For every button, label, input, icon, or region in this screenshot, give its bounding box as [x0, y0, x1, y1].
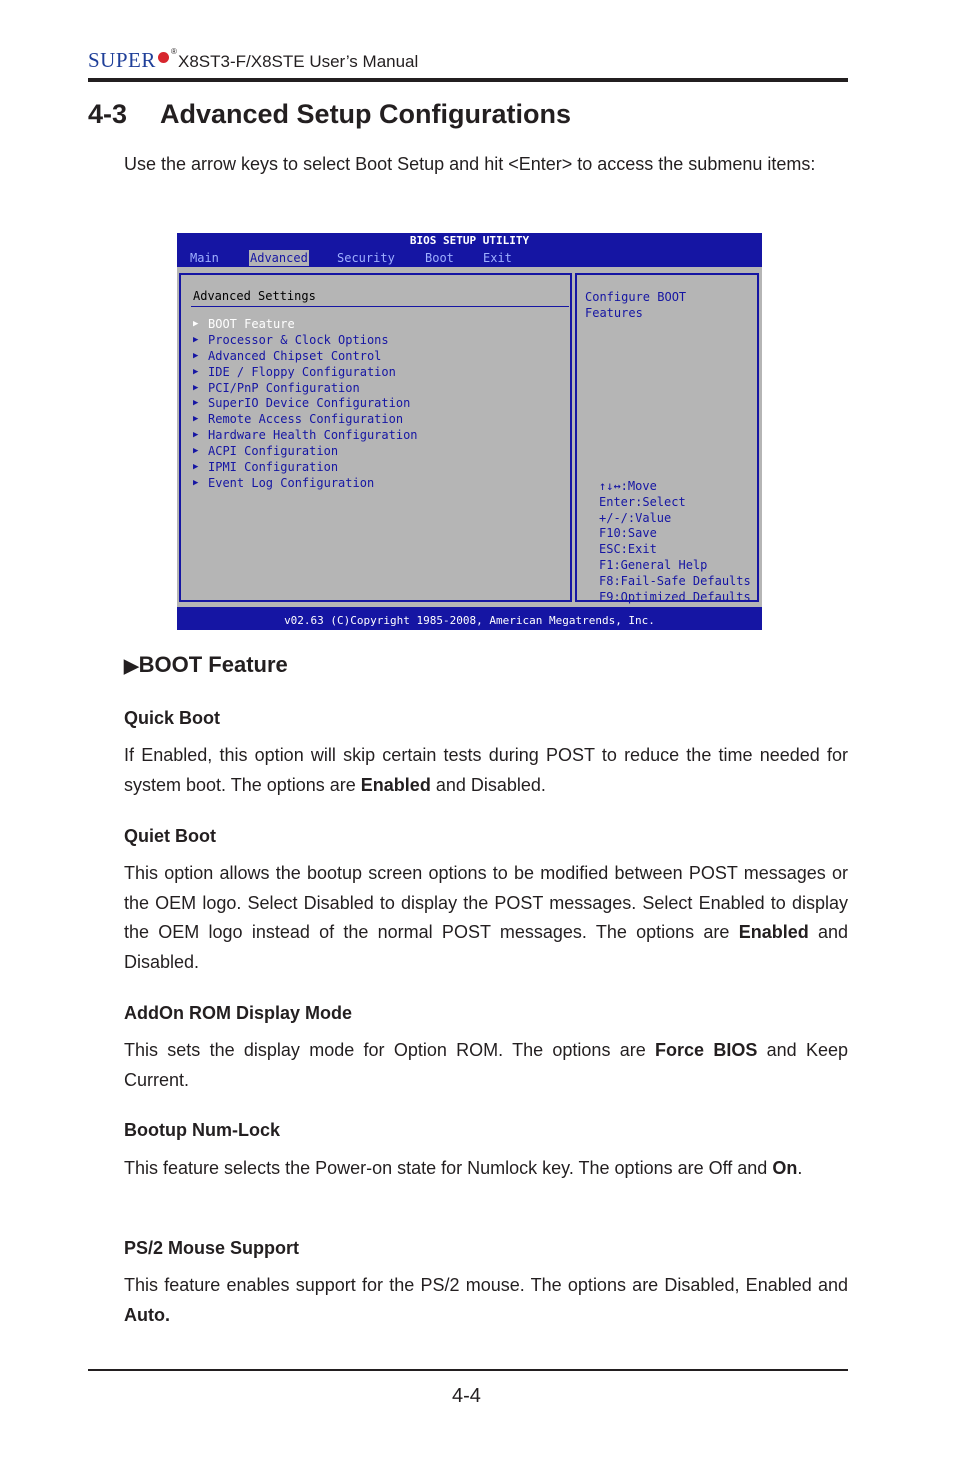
desc-text: . [797, 1158, 803, 1178]
page-header [88, 44, 848, 78]
triangle-right-icon: ▶ [124, 656, 139, 677]
bios-help-line: Features [585, 306, 643, 320]
bios-key-save: F10:Save [599, 526, 657, 541]
bios-item-ide-floppy[interactable] [193, 365, 418, 381]
bios-item-label: Hardware Health Configuration [208, 428, 418, 443]
bios-item-label: ACPI Configuration [208, 444, 339, 459]
logo-dot-icon [158, 52, 169, 63]
bios-settings-panel [179, 273, 572, 602]
option-desc-quick-boot [124, 741, 848, 800]
bios-item-pci-pnp[interactable] [193, 381, 418, 397]
bios-title: BIOS SETUP UTILITY [177, 233, 762, 249]
footer-divider [88, 1369, 848, 1371]
option-heading-ps2-mouse: PS/2 Mouse Support [124, 1238, 300, 1258]
desc-text: This feature enables support for the PS/2 mouse. The options are Disabled, Enabled and [124, 1275, 848, 1295]
bios-heading-divider [191, 306, 569, 307]
section-number: 4-3 [88, 99, 128, 129]
bios-item-label: Advanced Chipset Control [208, 348, 382, 363]
page-number: 4-4 [452, 1385, 481, 1407]
bios-item-label: Remote Access Configuration [208, 412, 404, 427]
bios-menu-exit[interactable]: Exit [483, 251, 512, 265]
manual-title: X8ST3-F/X8STE User’s Manual [178, 52, 419, 71]
bios-item-chipset-control[interactable] [193, 349, 418, 365]
option-heading-quiet-boot: Quiet Boot [124, 826, 216, 846]
section-title-text: Advanced Setup Configurations [160, 99, 572, 129]
bios-item-label: IPMI Configuration [208, 460, 339, 475]
boot-feature-title: BOOT Feature [138, 652, 288, 677]
submenu-arrow-icon: ▶ [193, 350, 199, 361]
bios-screenshot [177, 233, 762, 630]
bios-copyright: v02.63 (C)Copyright 1985-2008, American Megatrends, Inc. [177, 611, 762, 630]
bios-menu-advanced[interactable]: Advanced [250, 251, 308, 265]
bios-key-help: F1:General Help [599, 557, 708, 572]
option-heading-addon-rom: AddOn ROM Display Mode [124, 1003, 353, 1023]
desc-text: and Keep Current. [124, 1040, 849, 1090]
bios-item-ipmi[interactable] [193, 460, 418, 476]
submenu-arrow-icon: ▶ [193, 334, 199, 345]
bios-key-failsafe: F8:Fail-Safe Defaults [599, 573, 751, 588]
option-desc-ps2-mouse [124, 1271, 848, 1330]
submenu-arrow-icon: ▶ [193, 446, 199, 457]
boot-feature-heading [124, 652, 288, 678]
bios-key-optimized: F9:Optimized Defaults [599, 589, 751, 604]
bios-help-text [585, 289, 686, 321]
bios-key-select: Enter:Select [599, 494, 686, 509]
desc-default: Enabled [360, 774, 431, 795]
desc-text: This option allows the bootup screen options to be modified between POST messages or the OEM logo. Select Disabled to display the POST messages. Select Enabled to display the OEM logo instead of the normal POST messages. The options are [124, 863, 848, 942]
bios-key-move: ↑↓↔:Move [599, 479, 657, 493]
bios-item-processor-clock[interactable] [193, 333, 418, 349]
logo-text: SUPER [88, 48, 156, 72]
bios-key-exit: ESC:Exit [599, 542, 657, 557]
bios-item-acpi[interactable] [193, 444, 418, 460]
desc-text: and Disabled. [124, 922, 848, 972]
bios-key-legend [599, 479, 751, 605]
bios-menu-security[interactable]: Security [337, 251, 395, 265]
bios-item-event-log[interactable] [193, 476, 418, 492]
supermicro-logo [88, 48, 156, 73]
bios-item-boot-feature[interactable] [193, 317, 418, 333]
submenu-arrow-icon: ▶ [193, 366, 199, 377]
option-desc-numlock [124, 1154, 848, 1184]
header-divider [88, 78, 848, 82]
logo-registered-mark: ® [171, 47, 177, 56]
bios-item-list [193, 317, 418, 492]
bios-help-line: Configure BOOT [585, 290, 687, 304]
intro-paragraph: Use the arrow keys to select Boot Setup and hit <Enter> to access the submenu items: [124, 154, 816, 174]
bios-heading: Advanced Settings [193, 289, 316, 303]
desc-default: Auto. [124, 1304, 170, 1325]
bios-item-label: Event Log Configuration [208, 475, 375, 490]
desc-default: Force BIOS [655, 1040, 758, 1060]
submenu-arrow-icon: ▶ [193, 477, 199, 488]
desc-text: and Disabled. [430, 774, 546, 795]
option-heading-quick-boot: Quick Boot [124, 708, 221, 728]
bios-menubar [177, 249, 762, 267]
desc-default: On [772, 1158, 798, 1178]
bios-item-hardware-health[interactable] [193, 428, 418, 444]
option-desc-quiet-boot [124, 859, 848, 977]
section-title [88, 99, 571, 130]
desc-text: This sets the display mode for Option ROM. The options are [124, 1040, 656, 1060]
bios-help-panel [575, 273, 759, 602]
desc-text: This feature selects the Power-on state for Numlock key. The options are Off and [124, 1158, 773, 1178]
bios-menu-main[interactable]: Main [190, 251, 219, 265]
bios-menu-boot[interactable]: Boot [425, 251, 454, 265]
submenu-arrow-icon: ▶ [193, 382, 199, 393]
bios-item-label: SuperIO Device Configuration [208, 396, 411, 411]
submenu-arrow-icon: ▶ [193, 319, 199, 329]
submenu-arrow-icon: ▶ [193, 430, 199, 441]
submenu-arrow-icon: ▶ [193, 414, 199, 425]
option-desc-addon-rom [124, 1036, 848, 1095]
desc-default: Enabled [738, 922, 809, 942]
bios-item-label: PCI/PnP Configuration [208, 380, 360, 395]
bios-item-label: Processor & Clock Options [208, 332, 389, 347]
desc-text: If Enabled, this option will skip certain tests during POST to reduce the time needed for system boot. The options are [124, 745, 848, 795]
bios-item-superio[interactable] [193, 396, 418, 412]
bios-body [177, 267, 762, 607]
bios-item-remote-access[interactable] [193, 412, 418, 428]
option-heading-numlock: Bootup Num-Lock [124, 1120, 280, 1140]
bios-key-value: +/-/:Value [599, 510, 672, 525]
bios-item-label: IDE / Floppy Configuration [208, 364, 396, 379]
submenu-arrow-icon: ▶ [193, 462, 199, 473]
submenu-arrow-icon: ▶ [193, 398, 199, 409]
bios-item-label: BOOT Feature [208, 317, 295, 331]
